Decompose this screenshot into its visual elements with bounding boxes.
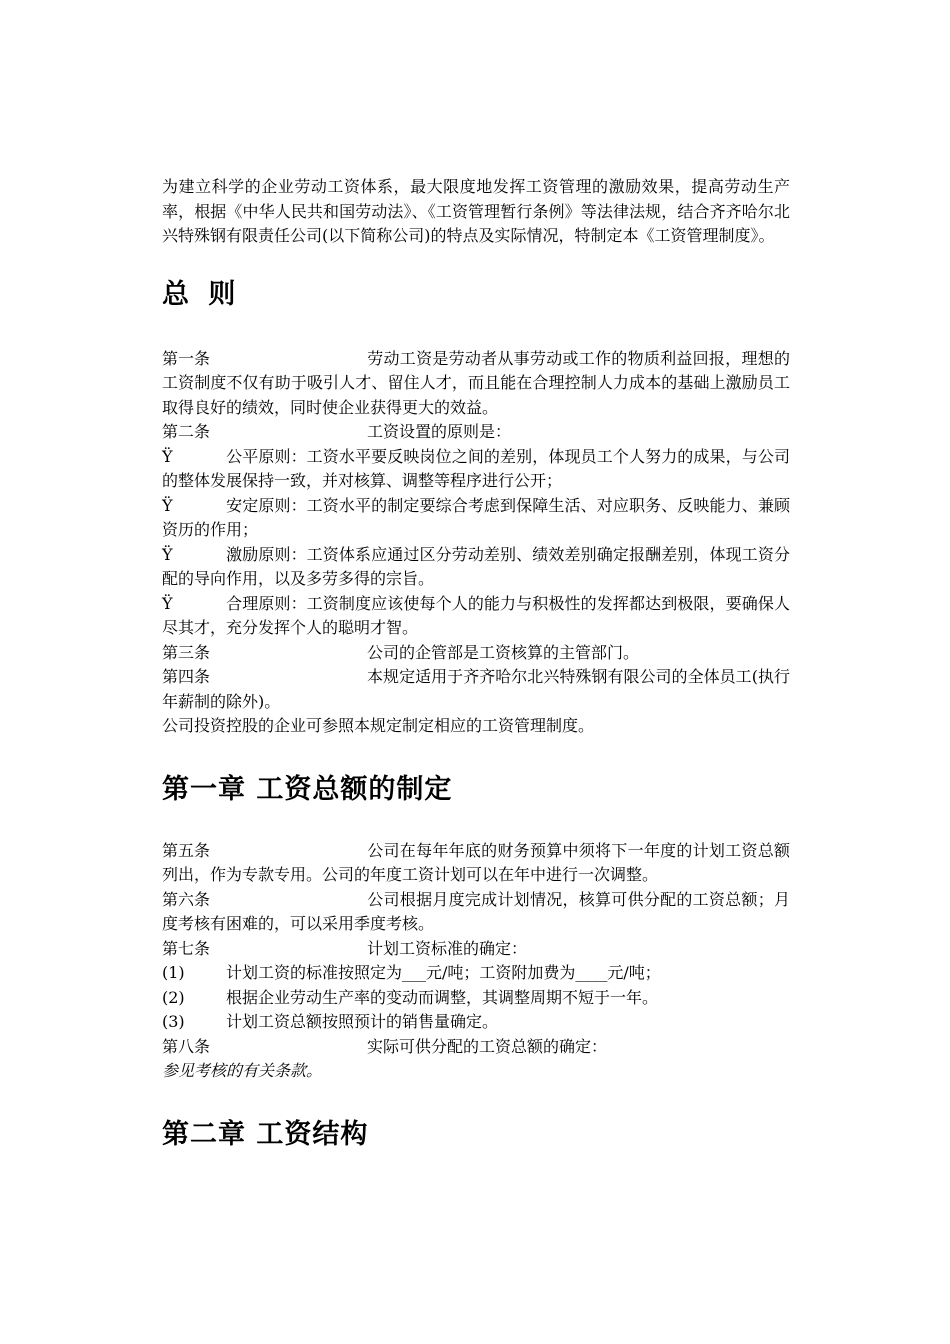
article-5-label: 第五条	[162, 840, 211, 860]
article-5-text: 公司在每年年底的财务预算中须将下一年度的计划工资总额列出，作为专款专用。公司的年度工资计划可以在年中进行一次调整。	[162, 840, 790, 884]
article-8-text: 实际可供分配的工资总额的确定：	[367, 1036, 608, 1056]
article-7-label: 第七条	[162, 938, 211, 958]
article-5	[162, 839, 790, 888]
bullet-item	[162, 543, 790, 592]
bullet-text-fairness: 公平原则：工资水平要反映岗位之间的差别，体现员工个人努力的成果，与公司的整体发展保持一致，并对核算、调整等程序进行公开；	[162, 446, 790, 490]
bullet-icon: Ÿ	[162, 544, 173, 564]
article-2-label: 第二条	[162, 422, 211, 441]
item-text: 计划工资总额按照预计的销售量确定。	[226, 1012, 499, 1031]
article-1-text: 劳动工资是劳动者从事劳动或工作的物质利益回报，理想的工资制度不仅有助于吸引人才、留住人才，而且能在合理控制人力成本的基础上激励员工取得良好的绩效，同时使企业获得更大的效益。	[162, 348, 790, 417]
chapter-1-title: 第一章 工资总额的制定	[162, 773, 453, 805]
article-8	[162, 1035, 790, 1060]
bullet-item	[162, 592, 790, 641]
article-7	[162, 937, 790, 962]
article-8-note: 参见考核的有关条款。	[162, 1061, 323, 1080]
chapter-2-title: 第二章 工资结构	[162, 1118, 369, 1150]
article-4	[162, 665, 790, 714]
article-6-text: 公司根据月度完成计划情况，核算可供分配的工资总额；月度考核有困难的，可以采用季度考核。	[162, 889, 790, 933]
item-number: (1)	[162, 963, 185, 982]
bullet-icon: Ÿ	[162, 593, 173, 613]
numbered-item	[162, 986, 790, 1011]
article-4-label: 第四条	[162, 667, 211, 686]
article-3-label: 第三条	[162, 642, 211, 662]
item-text: 根据企业劳动生产率的变动而调整，其调整周期不短于一年。	[226, 987, 659, 1007]
bullet-text-reasonable: 合理原则：工资制度应该使每个人的能力与积极性的发挥都达到极限，要确保人尽其才，充分发挥个人的聪明才智。	[162, 593, 790, 637]
bullet-text-incentive: 激励原则：工资体系应通过区分劳动差别、绩效差别确定报酬差别，体现工资分配的导向作用，以及多劳多得的宗旨。	[162, 544, 790, 588]
numbered-item	[162, 961, 790, 986]
article-1	[162, 347, 790, 421]
intro-paragraph: 为建立科学的企业劳动工资体系，最大限度地发挥工资管理的激励效果，提高劳动生产率，根据《中华人民共和国劳动法》、《工资管理暂行条例》等法律法规，结合齐齐哈尔北兴特殊钢有限责任公司(以下简称公司)的特点及实际情况，特制定本《工资管理制度》。	[162, 177, 790, 245]
bullet-icon: Ÿ	[162, 446, 173, 466]
article-6-label: 第六条	[162, 889, 211, 909]
article-2-text: 工资设置的原则是：	[367, 422, 512, 441]
document-body	[162, 175, 790, 1153]
article-1-label: 第一条	[162, 348, 211, 368]
article-3-text: 公司的企管部是工资核算的主管部门。	[367, 642, 640, 662]
article-4-extra: 公司投资控股的企业可参照本规定制定相应的工资管理制度。	[162, 716, 595, 735]
article-6	[162, 888, 790, 937]
numbered-item	[162, 1010, 790, 1035]
bullet-icon: Ÿ	[162, 495, 173, 515]
article-2	[162, 420, 790, 445]
article-7-text: 计划工资标准的确定：	[367, 938, 528, 958]
article-4-text: 本规定适用于齐齐哈尔北兴特殊钢有限公司的全体员工(执行年薪制的除外)。	[162, 667, 790, 711]
bullet-item	[162, 494, 790, 543]
section-title-general: 总 则	[162, 278, 237, 310]
article-8-label: 第八条	[162, 1036, 211, 1056]
bullet-text-stability: 安定原则：工资水平的制定要综合考虑到保障生活、对应职务、反映能力、兼顾资历的作用；	[162, 495, 790, 539]
bullet-item	[162, 445, 790, 494]
item-number: (3)	[162, 1012, 185, 1031]
item-number: (2)	[162, 987, 185, 1007]
item-text: 计划工资的标准按照定为___元/吨；工资附加费为____元/吨；	[226, 963, 661, 982]
article-3	[162, 641, 790, 666]
